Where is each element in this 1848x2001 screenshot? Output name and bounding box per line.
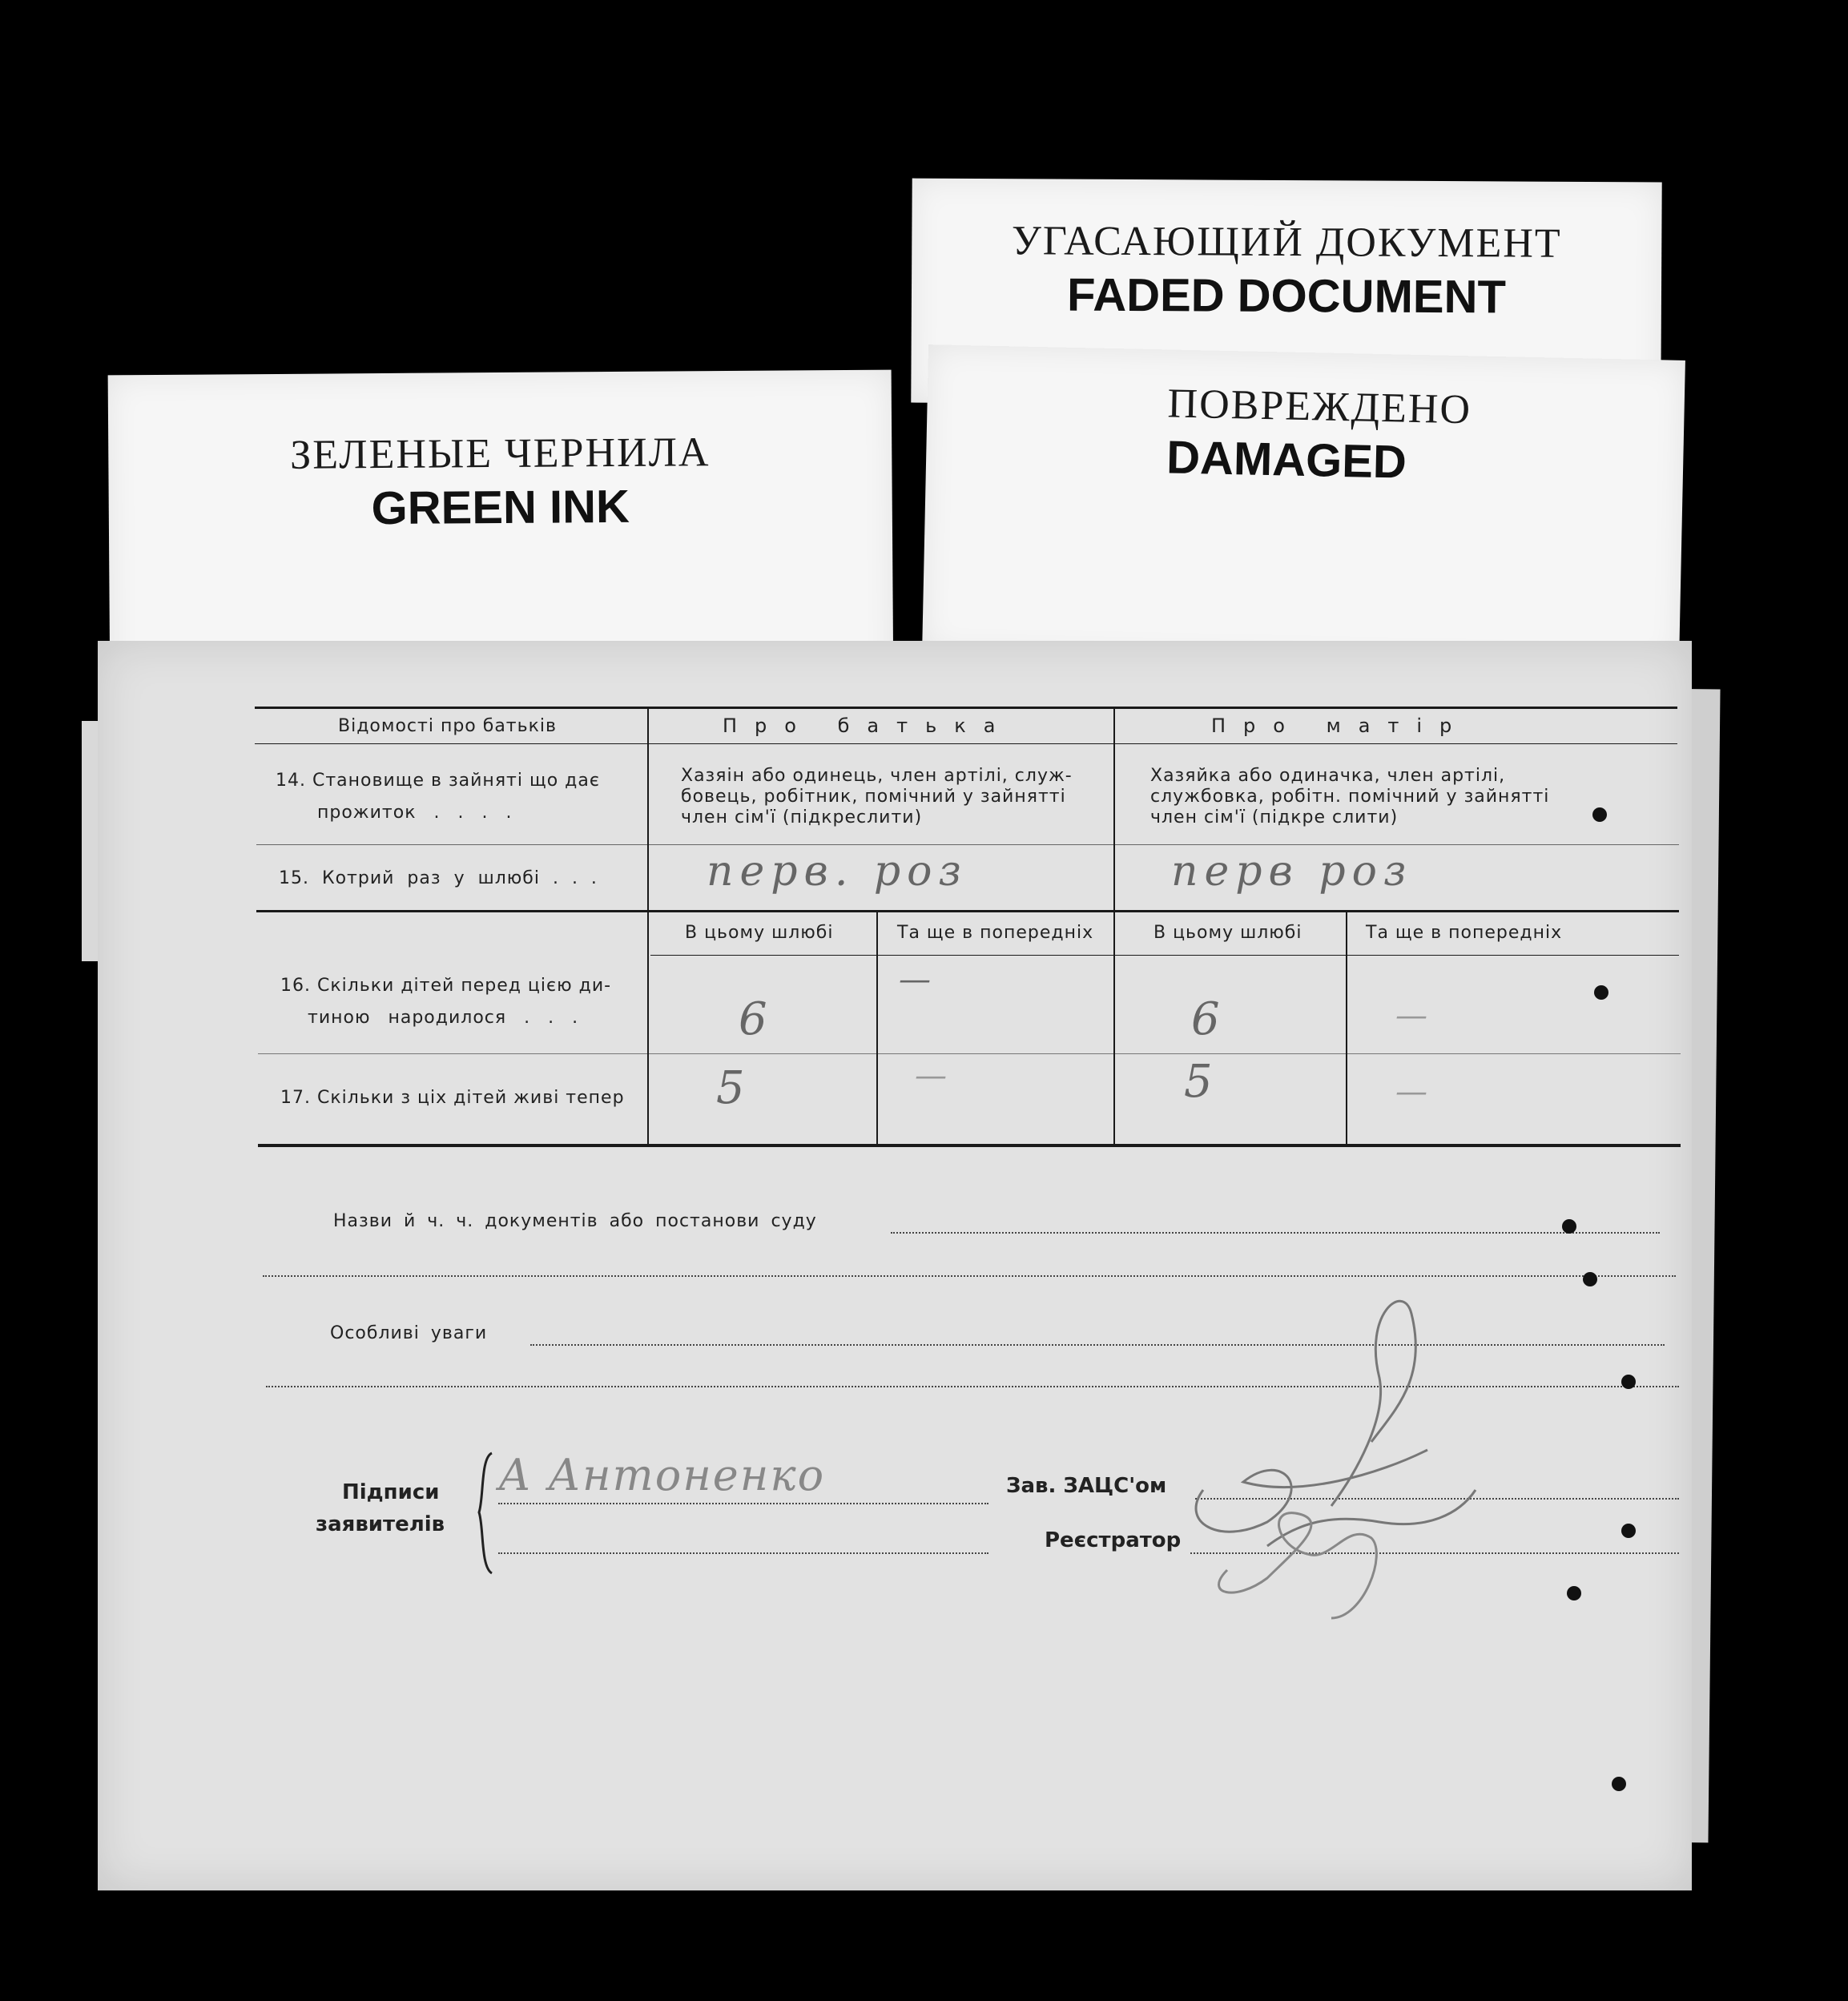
signature-brace: [474, 1450, 498, 1578]
row15-mother-value: перв роз: [1171, 848, 1413, 896]
documents-line-2: [263, 1275, 1676, 1277]
subheader-rule: [650, 955, 1679, 956]
row14-father-line1: Хазяін або одинець, член артілі, служ-: [681, 766, 1073, 786]
registrar-label: Реєстратор: [1045, 1528, 1182, 1552]
punch-hole: [1562, 1219, 1576, 1234]
row16-father-prev: —: [899, 961, 931, 998]
subheader-father-this: В цьому шлюбі: [685, 923, 834, 943]
subheader-mother-prev: Та ще в попередніх: [1366, 923, 1563, 943]
faded-label-en: FADED DOCUMENT: [1066, 268, 1507, 324]
row17-label: 17. Скільки з ціх дітей живі тепер: [280, 1088, 625, 1108]
row16-label-line1: 16. Скільки дітей перед цією ди-: [280, 976, 612, 996]
row14-rule: [256, 844, 1679, 845]
damaged-label-ru: ПОВРЕЖДЕНО: [1167, 380, 1472, 433]
col-rule-mother-prev: [1346, 910, 1347, 1145]
head-signature-mark: [1171, 1282, 1572, 1602]
row15-label: 15. Котрий раз у шлюбі . . .: [279, 868, 598, 888]
header-mother: Про матір: [1211, 715, 1470, 737]
row16-mother-this: 6: [1191, 993, 1220, 1045]
applicant-line-1: [498, 1503, 988, 1504]
applicant-signature: А Антоненко: [498, 1450, 826, 1500]
header-father: Про батька: [723, 715, 1013, 737]
col-rule-father-prev: [876, 910, 878, 1145]
col-rule-father: [647, 707, 649, 1145]
row14-father-line3: член сім'ї (підкреслити): [681, 807, 923, 827]
col-rule-mother: [1113, 707, 1115, 1145]
subheader-mother-this: В цьому шлюбі: [1153, 923, 1302, 943]
header-info: Відомості про батьків: [338, 716, 557, 736]
damaged-label: [922, 344, 1685, 669]
punch-hole: [1612, 1777, 1626, 1791]
punch-hole: [1583, 1272, 1597, 1286]
green-ink-label-en: GREEN INK: [371, 480, 630, 535]
row16-father-this: 6: [739, 993, 767, 1045]
row16-mother-prev: —: [1395, 997, 1427, 1034]
subheader-father-prev: Та ще в попередніх: [897, 923, 1094, 943]
table-top-rule: [255, 707, 1677, 709]
registration-form-sheet: [98, 641, 1692, 1890]
faded-label-ru: УГАСАЮЩИЙ ДОКУМЕНТ: [1011, 218, 1562, 267]
row15-rule: [256, 910, 1679, 912]
row14-father-line2: бовець, робітник, помічний у зайнятті: [681, 787, 1066, 807]
punch-hole: [1594, 985, 1608, 1000]
head-label: Зав. ЗАЦС'ом: [1006, 1474, 1167, 1498]
row16-label-line2: тиною народилося . . .: [308, 1008, 579, 1028]
remarks-label: Особливі уваги: [330, 1323, 488, 1343]
punch-hole: [1567, 1586, 1581, 1600]
row14-label-line1: 14. Становище в зайняті що дає: [276, 771, 600, 791]
row14-mother-line3: член сім'ї (підкре слити): [1150, 807, 1399, 827]
table-bottom-rule: [258, 1144, 1681, 1147]
row15-father-value: перв. роз: [707, 848, 968, 896]
row16-rule: [258, 1053, 1681, 1054]
signatures-label-line2: заявителів: [316, 1512, 445, 1536]
row17-father-this: 5: [716, 1062, 745, 1114]
damaged-label-en: DAMAGED: [1166, 431, 1407, 489]
row14-label-line2: прожиток . . . .: [317, 803, 513, 823]
signatures-label-line1: Підписи: [342, 1480, 440, 1504]
documents-label: Назви й ч. ч. документів або постанови суду: [333, 1211, 817, 1231]
row17-mother-prev: —: [1395, 1073, 1427, 1110]
punch-hole: [1621, 1375, 1636, 1389]
row17-mother-this: 5: [1184, 1056, 1213, 1108]
applicant-line-2: [498, 1552, 988, 1554]
header-rule: [255, 743, 1677, 744]
row14-mother-line1: Хазяйка або одиначка, член артілі,: [1150, 766, 1506, 786]
row17-father-prev: —: [915, 1057, 947, 1094]
punch-hole: [1592, 807, 1607, 822]
punch-hole: [1621, 1524, 1636, 1538]
documents-line: [891, 1232, 1660, 1234]
row14-mother-line2: службовка, робітн. помічний у зайнятті: [1150, 787, 1550, 807]
green-ink-label-ru: ЗЕЛЕНЫЕ ЧЕРНИЛА: [289, 429, 711, 478]
